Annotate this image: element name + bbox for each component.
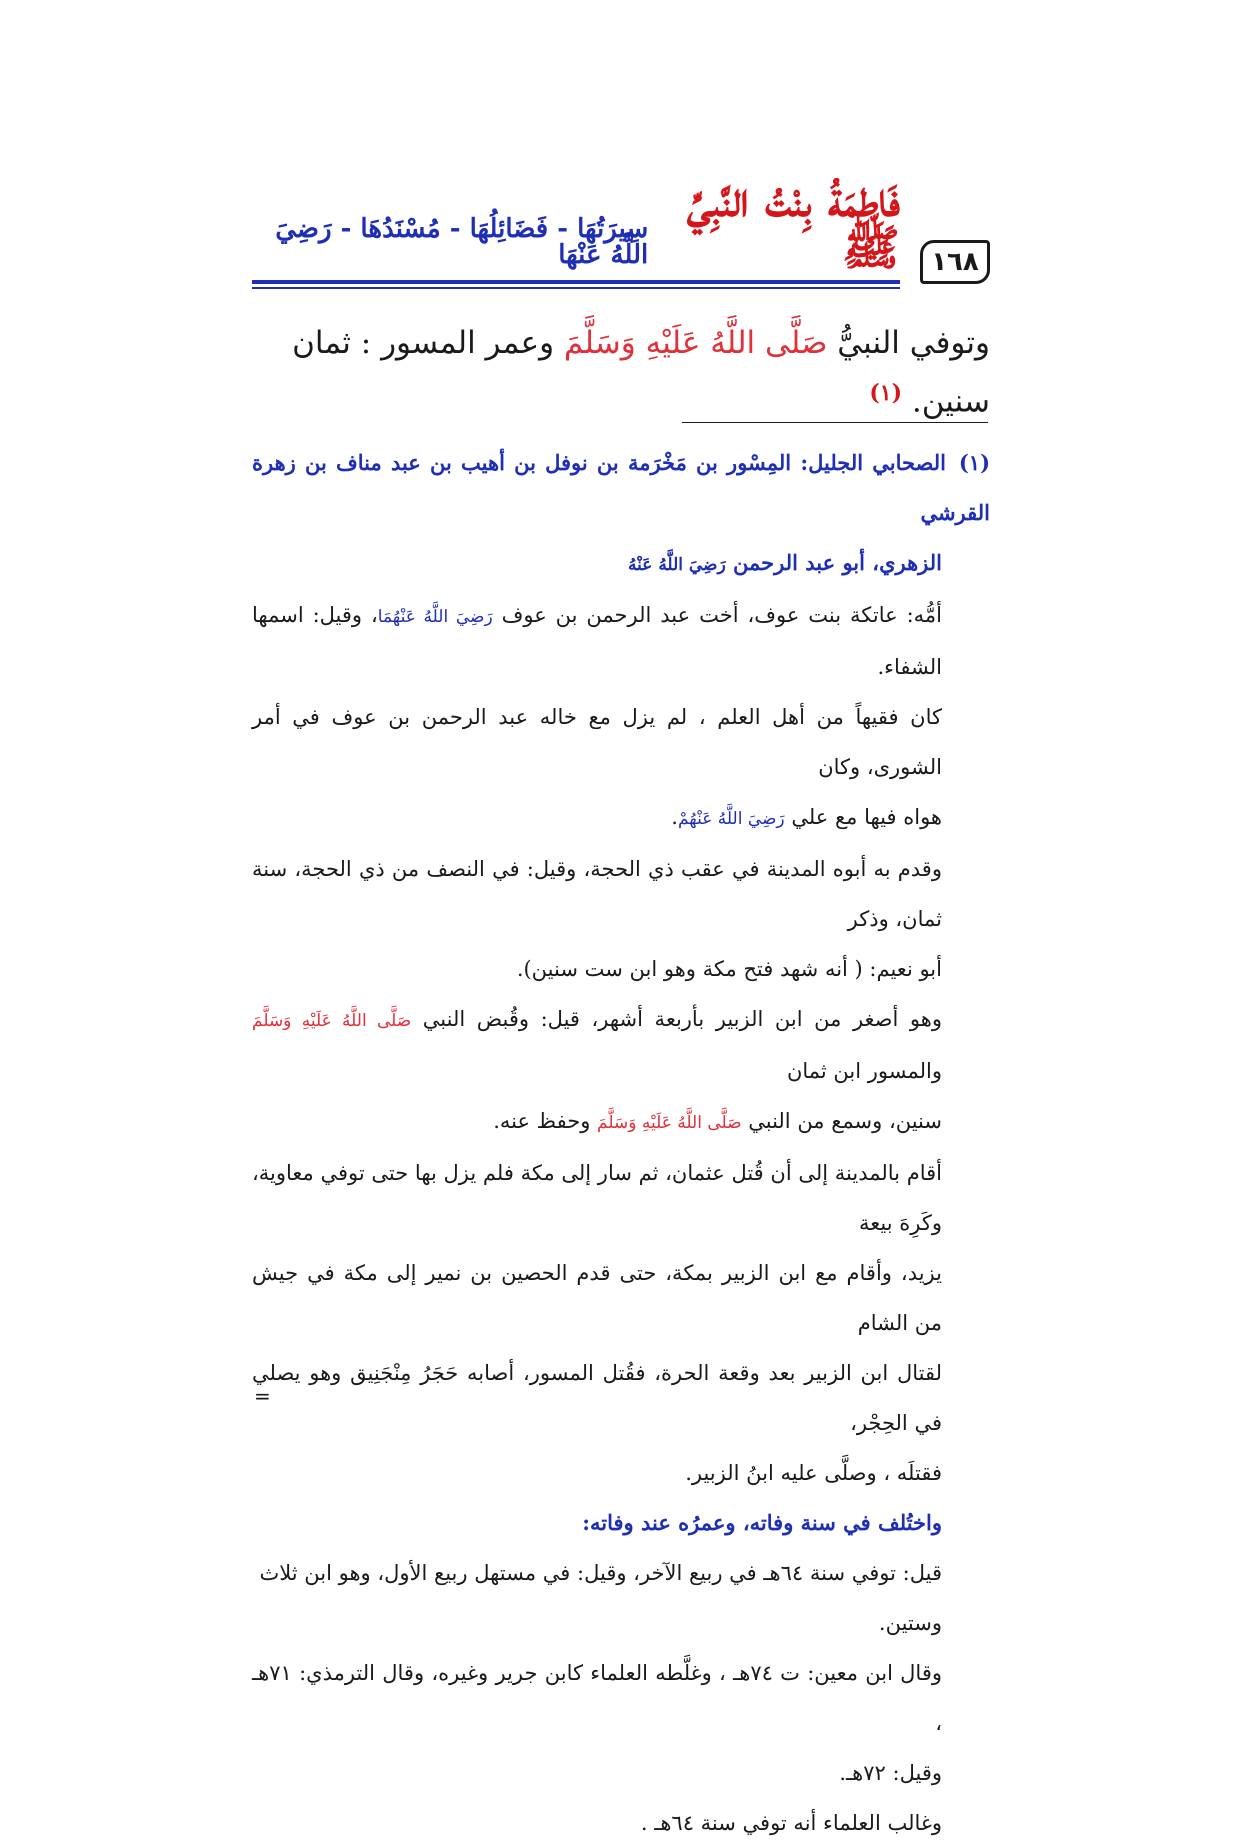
footnote-text: وقال ابن معين: ت ٧٤هـ ، وغلَّطه العلماء كابن جرير وغيره، وقال الترمذي: ٧١هـ ، — [252, 1661, 943, 1735]
book-title-main: فَاطِمَةُ بِنْتُ النَّبِيِّ ﷺ — [686, 172, 900, 276]
footnote-text: وحفظ عنه. — [493, 1109, 591, 1133]
footnote-paragraph — [252, 1448, 990, 1498]
footnote-text: وقدم به أبوه المدينة في عقب ذي الحجة، وقيل: في النصف من ذي الحجة، سنة ثمان، وذكر — [252, 857, 942, 931]
subheading-text: واختُلف في سنة وفاته، وعمرُه عند وفاته: — [582, 1510, 942, 1535]
footnote-paragraph — [252, 792, 990, 844]
footnote-text: والمسور ابن ثمان — [786, 1059, 942, 1083]
footnote-text: أبو نعيم: ( أنه شهد فتح مكة وهو ابن ست سنين). — [516, 957, 942, 981]
footnote-paragraph — [252, 1648, 990, 1748]
salutation: صَلَّى اللَّهُ عَلَيْهِ وَسَلَّمَ — [563, 325, 828, 361]
header-rule-thin — [252, 287, 900, 289]
honorific: رَضِيَ اللَّهُ عَنْهُ — [628, 555, 726, 575]
footnote-text: سنين، وسمع من النبي — [748, 1109, 942, 1133]
footnote-text: وقيل: ٧٢هـ. — [839, 1761, 942, 1785]
footnote-text: كان فقيهاً من أهل العلم ، لم يزل مع خاله عبد الرحمن بن عوف في أمر الشورى، وكان — [252, 705, 942, 779]
page-header — [252, 172, 990, 288]
footnote-separator — [682, 422, 988, 423]
continuation-mark: = — [254, 1384, 271, 1408]
footnote-text: وهو أصغر من ابن الزبير بأربعة أشهر، قيل: وقُبض النبي — [422, 1007, 942, 1031]
main-text-part2: وعمر المسور : ثمان سنين. — [292, 325, 990, 420]
footnote-section — [252, 438, 990, 1848]
book-title-sub: سِيرَتُهَا - فَضَائِلُهَا - مُسْنَدُهَا - رَضِيَ اللَّهُ عَنْهَا — [275, 214, 649, 270]
footnote-heading — [252, 438, 990, 538]
footnote-reference[interactable]: (١) — [869, 380, 902, 406]
footnote-text: وغالب العلماء أنه توفي سنة ٦٤هـ . — [640, 1811, 942, 1835]
footnote-number: (١) — [958, 450, 990, 475]
header-rule — [252, 280, 900, 284]
footnote-paragraph — [252, 1348, 990, 1448]
page-number: ١٦٨ — [920, 240, 990, 284]
salutation: صَلَّى اللَّهُ عَلَيْهِ وَسَلَّمَ — [597, 1113, 742, 1133]
salutation: صَلَّى اللَّهُ عَلَيْهِ وَسَلَّمَ — [252, 1011, 412, 1031]
footnote-paragraph — [252, 994, 990, 1096]
footnote-text: ، وقيل: اسمها الشفاء. — [252, 603, 942, 679]
footnote-text: أقام بالمدينة إلى أن قُتل عثمان، ثم سار إلى مكة فلم يزل بها حتى توفي معاوية، وكَرِهَ بيعة — [252, 1161, 942, 1235]
footnote-text: . — [671, 805, 678, 829]
footnote-text: يزيد، وأقام مع ابن الزبير بمكة، حتى قدم الحصين بن نمير إلى مكة في جيش من الشام — [252, 1261, 942, 1335]
footnote-text: أمُّه: عاتكة بنت عوف، أخت عبد الرحمن بن عوف — [501, 603, 942, 627]
honorific: رَضِيَ اللَّهُ عَنْهُمَا — [377, 607, 493, 627]
footnote-subheading — [252, 1498, 990, 1548]
footnote-text: قيل: توفي سنة ٦٤هـ في ربيع الآخر، وقيل: في مستهل ربيع الأول، وهو ابن ثلاث — [259, 1561, 942, 1585]
main-text-part1: وتوفي النبيُّ — [837, 325, 990, 361]
footnote-paragraph — [252, 1548, 990, 1598]
footnote-paragraph — [252, 1798, 990, 1848]
book-title — [252, 172, 900, 278]
footnote-paragraph — [252, 692, 990, 792]
footnote-paragraph — [252, 590, 990, 692]
footnote-paragraph — [252, 1598, 990, 1648]
main-paragraph — [252, 318, 990, 426]
footnote-text: فقتلَه ، وصلَّى عليه ابنُ الزبير. — [685, 1461, 942, 1485]
footnote-text: هواه فيها مع علي — [791, 805, 942, 829]
footnote-paragraph — [252, 1248, 990, 1348]
footnote-text: لقتال ابن الزبير بعد وقعة الحرة، فقُتل المسور، أصابه حَجَرُ مِنْجَنِيق وهو يصلي في الحِجْر، — [252, 1361, 942, 1435]
footnote-heading-line2: الزهري، أبو عبد الرحمن — [733, 550, 942, 575]
honorific: رَضِيَ اللَّهُ عَنْهُمْ — [677, 809, 785, 829]
footnote-paragraph — [252, 844, 990, 944]
footnote-paragraph — [252, 1148, 990, 1248]
footnote-heading-cont — [252, 538, 990, 590]
footnote-paragraph — [252, 1748, 990, 1798]
footnote-paragraph — [252, 944, 990, 994]
footnote-heading-line1: الصحابي الجليل: المِسْور بن مَخْرَمة بن نوفل بن أهيب بن عبد مناف بن زهرة القرشي — [252, 450, 990, 525]
footnote-text: وستين. — [878, 1611, 942, 1635]
footnote-paragraph — [252, 1096, 990, 1148]
